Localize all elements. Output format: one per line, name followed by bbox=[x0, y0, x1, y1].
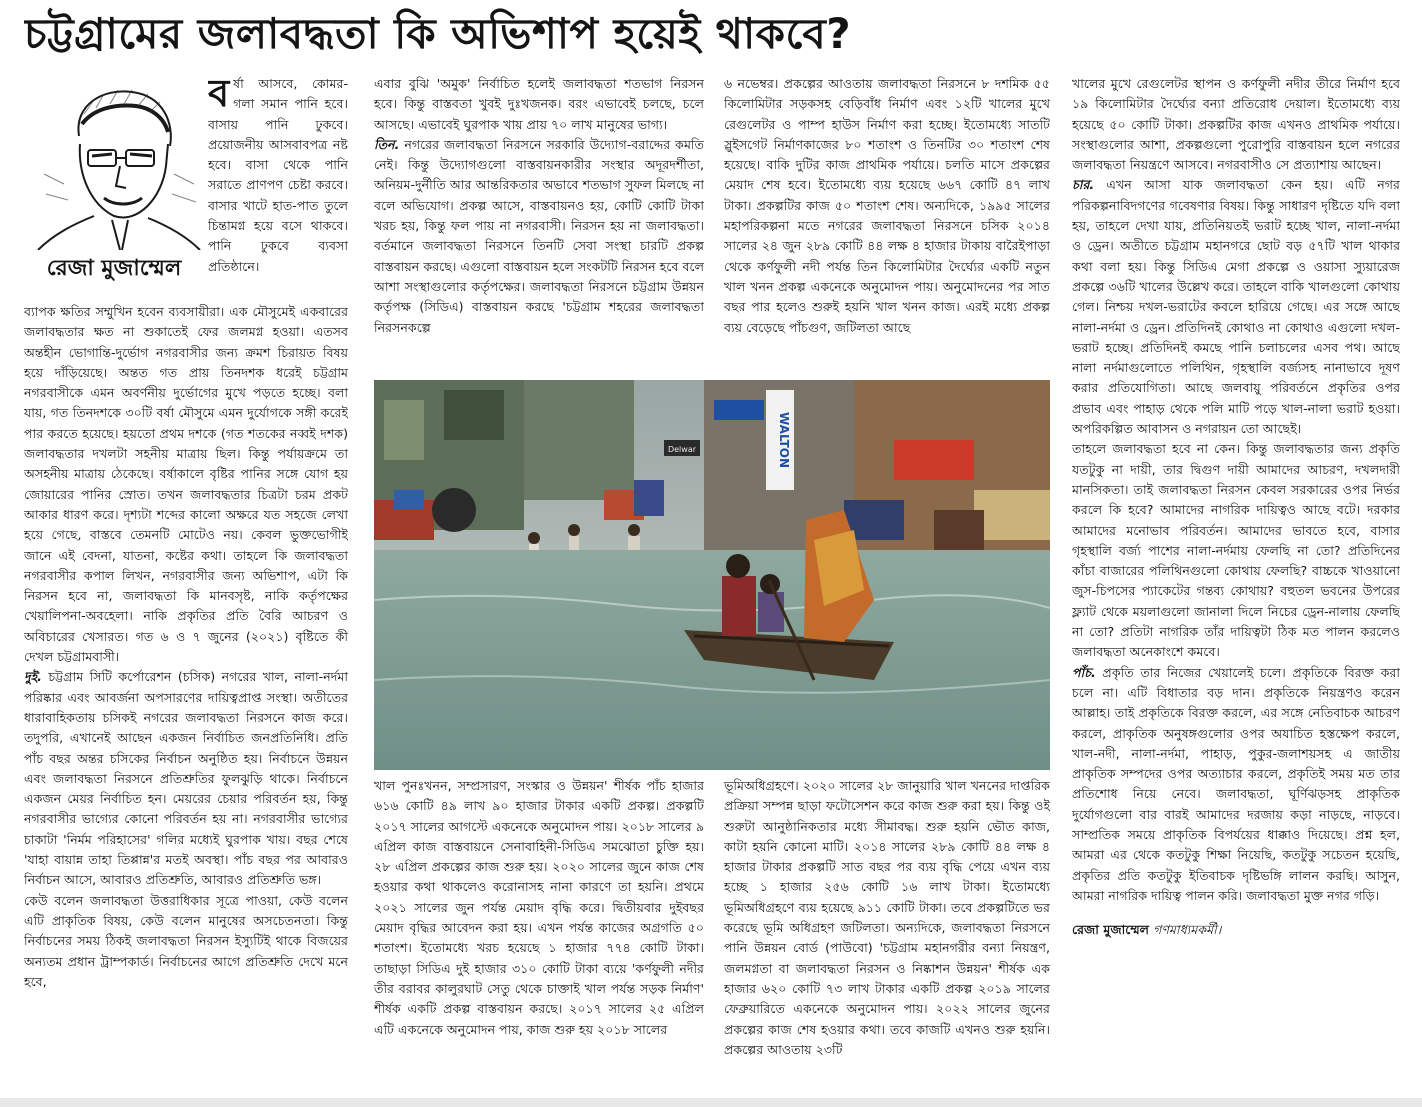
section-label: তিন. bbox=[374, 136, 400, 152]
section-label: দুই. bbox=[24, 669, 42, 685]
column-3-top bbox=[724, 74, 1050, 376]
flood-photo bbox=[374, 380, 1050, 770]
headline: চট্টগ্রামের জলাবদ্ধতা কি অভিশাপ হয়েই থাকবে? bbox=[24, 9, 852, 58]
paragraph: প্রকৃতি তার নিজের খেয়ালেই চলে। প্রকৃতিকে বিরক্ত করা চলে না। এটি বিধাতার বড় দান। প্রকৃতিকে নিয়ন্ত্রণও করেন আল্লাহ। তাই প্রকৃতিকে বিরক্ত করলে, এর সঙ্গে নেতিবাচক আচরণ করলে, প্রাকৃতিক অনুষঙ্গগুলোর ওপর অযাচিত হস্তক্ষেপ করলে, খাল-নদী, নালা-নর্দমা, পাহাড়, পুকুর-জলাশয়সহ এ জাতীয় প্রাকৃতিক সম্পদের ওপর অত্যাচার করলে, প্রকৃতিই সময় মত তার প্রতিশোধ নিয়ে নেবে। জলাবদ্ধতা, ঘূর্ণিঝড়সহ প্রাকৃতিক দুর্যোগগুলো বার বারই আমাদের দরজায় কড়া নাড়ছে, নাড়বে। সাম্প্রতিক সময়ে প্রাকৃতিক বিপর্যয়ের ধাক্কাও দিয়েছে। প্রশ্ন হল, আমরা এর থেকে কতটুকু শিক্ষা নিয়েছি, কতটুকু সচেতন হয়েছি, প্রকৃতির প্রতি কতটুকু ইতিবাচক দৃষ্টিভঙ্গি লালন করছি। আসুন, আমরা নাগরিক দায়িত্ব পালন করি। জলাবদ্ধতা মুক্ত নগর গড়ি। bbox=[1072, 664, 1400, 903]
paragraph: ভূমিঅধিগ্রহণে। ২০২০ সালের ২৮ জানুয়ারি খাল খননের দাপ্তরিক প্রক্রিয়া সম্পন্ন ছাড়া ফটোসেশন করে কাজ শুরু করা হয়। কিন্তু ওই শুরুটা আনুষ্ঠানিকতার মধ্যে সীমাবদ্ধ। শুরু হয়নি ভৌত কাজ, কাটা হয়নি কোনো মাটি। ২০১৪ সালের ২৮৯ কোটি ৪৪ লক্ষ ৪ হাজার টাকার প্রকল্পটি সাত বছর পর ব্যয় বৃদ্ধি পেয়ে এখন ব্যয় হচ্ছে ১ হাজার ২৫৬ কোটি ১৬ লাখ টাকা। ইতোমধ্যে ভূমিঅধিগ্রহণে ব্যয় হয়েছে ৯১১ কোটি টাকা। তবে প্রকল্পটিতে ভর করেছে ভূমি অধিগ্রহণ জটিলতা। অন্যদিকে, জলাবদ্ধতা নিরসনে পানি উন্নয়ন বোর্ড (পাউবো) 'চট্টগ্রাম মহানগরীর বন্যা নিয়ন্ত্রণ, জলমগ্নতা বা জলাবদ্ধতা নিরসন ও নিষ্কাশন উন্নয়ন' শীর্ষক এক হাজার ৬২০ কোটি ৭৩ লাখ টাকার একটি প্রকল্প ২০১৯ সালের ফেব্রুয়ারিতে একনেকে অনুমোদন পায়। ২০২২ সালের জুনের প্রকল্পের কাজ শেষ হওয়ার কথা। তবে কাজটি এখনও শুরু হয়নি। প্রকল্পের আওতায় ২৩টি bbox=[724, 778, 1050, 1057]
paragraph: তাহলে জলাবদ্ধতা হবে না কেন। কিন্তু জলাবদ্ধতার জন্য প্রকৃতি যতটুকু না দায়ী, তার দ্বিগুণ দায়ী আমাদের আচরণ, দখলদারী মানসিকতা। তাই জলাবদ্ধতা নিরসন কেবল সরকারের ওপর নির্ভর করলে কি হবে? আমাদের নাগরিক দায়িত্বও আছে বটে। দরকার আমাদের মনোভাব পরিবর্তন। আমাদের ভাবতে হবে, বাসার গৃহস্থালি বর্জ্য পাশের নালা-নর্দমায় ফেলছি না তো? প্রতিদিনের কাঁচা বাজারের পলিথিনগুলো কোথায় ফেলছি? বাচ্চকে খাওয়ানো জুস-চিপসের প্যাকেটের গন্তব্য কোথায়? বহুতল ভবনের উপরের ফ্ল্যাট থেকে ময়লাগুলো জানালা দিলে নিচের ড্রেন-নালায় ফেলছি না তো? প্রতিটা নাগরিক তাঁর দায়িত্বটা ঠিক মত পালন করলেও জলাবদ্ধতা অনেকাংশে কমবে। bbox=[1072, 441, 1400, 660]
column-2-bottom bbox=[374, 776, 704, 1094]
paragraph: ব্যাপক ক্ষতির সম্মুখিন হবেন ব্যবসায়ীরা। এক মৌসুমেই একবারের জলাবদ্ধতার ক্ষত না শুকাতেই ফের জলমগ্ন হওয়া। এতসব অন্তহীন ভোগান্তি-দুর্ভোগ নগরবাসীর জন্য ক্রমশ চিরায়ত বিষয় হয়ে দাঁড়িয়েছে। অন্তত গত প্রায় তিনদশক ধরেই চট্টগ্রাম নগরবাসীকে এমন অবর্ণনীয় দুর্ভোগের মুখে পড়তে হচ্ছে। বলা যায়, গত তিনদশকে ৩০টি বর্ষা মৌসুমে এমন দুর্যোগকে সঙ্গী করেই পার করতে হয়েছে। হয়তো প্রথম দশকে (গত শতকের নব্বই দশক) জলাবদ্ধতার দখলটা সহনীয় মাত্রায় ছিল। কিন্তু পর্যায়ক্রমে তা অসহনীয় মাত্রায় ঠেকেছে। বর্ষাকালে বৃষ্টির পানির সঙ্গে যোগ হয় জোয়ারের পানির স্রোত। তখন জলাবদ্ধতার চিত্রটা চরম প্রকট আকার ধারণ করে। দৃশ্যটা শব্দের কালো অক্ষরে যত সহজে লেখা হয়ে গেছে, বাস্তবে তেমনটি মোটেও নয়। কেবল ভুক্তভোগীই জানে এই বেদনা, যাতনা, কষ্টের কথা। তাহলে কি জলাবদ্ধতা নগরবাসীর কপাল লিখন, নগরবাসীর জন্য অভিশাপ, এটা কি নিরসন হবে না, জলাবদ্ধতা কি মানবসৃষ্ট, নাকি কর্তৃপক্ষের খেয়ালিপনা-অবহেলা। নাকি প্রকৃতির প্রতি বৈরি আচরণ ও অবিচারের খেসারত। গত ৬ ও ৭ জুনের (২০২১) বৃষ্টিতে কী দেখল চট্টগ্রামবাসী। bbox=[24, 304, 348, 665]
paragraph: এখন আসা যাক জলাবদ্ধতা কেন হয়। এটি নগর পরিকল্পনাবিদগণের গবেষণার বিষয়। কিন্তু সাধারণ দৃষ্টিতে যদি বলা হয়, তাহলে দেখা যায়, প্রতিনিয়তই ভরাট হচ্ছে খাল, নালা-নর্দমা ও ড্রেন। অতীতে চট্টগ্রাম মহানগরে ছোট বড় ৫৭টি খাল থাকার কথা বলা হয়। কিন্তু সিডিএ মেগা প্রকল্পে ও ওয়াসা স্যুয়ারেজ প্রকল্পে ৩৬টি খালের উল্লেখ করে। তাহলে বাকি খালগুলো কোথায় গেল। নিশ্চয় দখল-ভরাটের কবলে হারিয়ে গেছে। এর সঙ্গে আছে নালা-নর্দমা ও ড্রেন। প্রতিদিনই কোথাও না কোথাও এগুলো দখল-ভরাট হচ্ছে। প্রতিদিনই কমছে পানি চলাচলের এসব পথ। আছে নালা নর্দমাগুলোতে পলিথিন, গৃহস্থালি বর্জ্যসহ নানাভাবে দূষণ করার প্রতিযোগিতা। আছে জলবায়ু পরিবর্তনে প্রকৃতির ওপর প্রভাব এবং পাহাড় থেকে পলি মাটি পড়ে খাল-নালা ভরাট হওয়া। অপরিকল্পিত আবাসন ও নগরায়ন তো আছেই। bbox=[1072, 177, 1400, 437]
paragraph: ৬ নভেম্বর। প্রকল্পের আওতায় জলাবদ্ধতা নিরসনে ৮ দশমিক ৫৫ কিলোমিটার সড়কসহ বেড়িবাঁধ নির্মাণ এবং ১২টি খালের মুখে রেগুলেটর ও পাম্প হাউস নির্মাণ করা হচ্ছে। ইতোমধ্যে সাতটি স্লুইসগেট নির্মাণকাজের ৮০ শতাংশ ও তিনটির ৩০ শতাংশ শেষ হয়েছে। বাকি দুটির কাজ প্রাথমিক পর্যায়ে। চলতি মাসে প্রকল্পের মেয়াদ শেষ হবে। ইতোমধ্যে ব্যয় হয়েছে ৬৬৭ কোটি ৪৭ লাখ টাকা। প্রকল্পটির কাজ ৫০ শতাংশ শেষ। অন্যদিকে, ১৯৯৫ সালের মহাপরিকল্পনা মতে নগরের জলাবদ্ধতা নিরসনে চসিক ২০১৪ সালের ২৪ জুন ২৮৯ কোটি ৪৪ লক্ষ ৪ হাজার টাকায় বারৈইপাড়া থেকে কর্ণফুলী নদী পর্যন্ত তিন কিলোমিটার দৈর্ঘ্যের একটি নতুন খাল খনন প্রকল্প একনেকে অনুমোদন পায়। অনুমোদনের পর সাত বছর পার হলেও শুরুই হয়নি খাল খনন কাজ। এরই মধ্যে প্রকল্প ব্যয় বেড়েছে পাঁচগুণ, জটিলতা আছে bbox=[724, 76, 1050, 335]
author-name-box: রেজা মুজাম্মেল bbox=[46, 256, 182, 281]
paragraph: নগরের জলাবদ্ধতা নিরসনে সরকারি উদ্যোগ-বরাদ্দের কমতি নেই। কিন্তু উদ্যোগগুলো বাস্তবায়নকারীর সংস্থার অদূরদর্শীতা, অনিয়ম-দুর্নীতি আর আন্তরিকতার অভাবে শতভাগ সুফল মিলছে না বলে অভিযোগ। প্রকল্প আসে, বাস্তবায়নও হয়, কোটি কোটি টাকা খরচ হয়, কিন্তু ফল পায় না নগরবাসী। নিরসন হয় না জলাবদ্ধতা। বর্তমানে জলাবদ্ধতা নিরসনে তিনটি সেবা সংস্থা চারটি প্রকল্প বাস্তবায়ন করছে। এগুলো বাস্তবায়ন হলে সংকটটি নিরসন হবে বলে আশা সংস্থাগুলোর কর্তৃপক্ষের। জলাবদ্ধতা নিরসনে চট্টগ্রাম উন্নয়ন কর্তৃপক্ষ (সিডিএ) বাস্তবায়ন করছে 'চট্টগ্রাম শহরের জলাবদ্ধতা নিরসনকল্পে bbox=[374, 136, 704, 335]
column-1-top bbox=[208, 74, 348, 302]
section-label: চার. bbox=[1072, 177, 1095, 193]
column-4 bbox=[1072, 74, 1400, 1094]
drop-cap: ব bbox=[208, 74, 230, 115]
footer-rule bbox=[0, 1098, 1422, 1107]
paragraph: কেউ বলেন জলাবদ্ধতা উত্তরাধিকার সূত্রে পাওয়া, কেউ বলেন এটি প্রাকৃতিক বিষয়, কেউ বলেন মানুষের অসচেতনতা। কিন্তু নির্বাচনের সময় ঠিকই জলাবদ্ধতা নিরসন ইস্যুটিই থাকে বিজয়ের অন্যতম প্রধান ট্রাম্পকার্ড। নির্বাচনের আগে প্রতিশ্রুতি দেখে মনে হবে, bbox=[24, 892, 348, 989]
signature-role: গণমাধ্যমকর্মী। bbox=[1149, 922, 1222, 938]
paragraph: খালের মুখে রেগুলেটর স্থাপন ও কর্ণফুলী নদীর তীরে নির্মাণ হবে ১৯ কিলোমিটার দৈর্ঘ্যের বন্যা প্রতিরোধ দেয়াল। ইতোমধ্যে ব্যয় হয়েছে ৫০ কোটি টাকা। প্রকল্পটির কাজ এখনও প্রাথমিক পর্যায়ে। সংস্থাগুলোর আশা, প্রকল্পগুলো পুরোপুরি বাস্তবায়ন হলে নগরের জলাবদ্ধতা নিয়ন্ত্রণে আসবে। নগরবাসীও সে প্রত্যাশায় আছেন। bbox=[1072, 76, 1400, 173]
author-portrait bbox=[24, 74, 204, 250]
column-3-bottom bbox=[724, 776, 1050, 1094]
column-1 bbox=[24, 302, 348, 1094]
paragraph: এবার বুঝি 'অমুক' নির্বাচিত হলেই জলাবদ্ধতা শতভাগ নিরসন হবে। কিন্তু বাস্তবতা খুবই দুঃখজনক। বরং এভাবেই চলছে, চলে আসছে। এভাবেই ঘুরপাক খায় প্রায় ৭০ লাখ মানুষের ভাগ্য। bbox=[374, 76, 704, 132]
photo-sign-walton: WALTON bbox=[777, 411, 791, 469]
lead-paragraph: র্ষা আসবে, কোমর-গলা সমান পানি হবে। বাসায় পানি ঢুকবে। প্রয়োজনীয় আসবাবপত্র নষ্ট হবে। বাসা থেকে পানি সরাতে প্রাণপণ চেষ্টা করবে। বাসার খাটে হাত-পাত তুলে চিন্তামগ্ন হয়ে বসে থাকবে। পানি ঢুকবে ব্যবসা প্রতিষ্ঠানে। bbox=[208, 76, 348, 274]
section-label: পাঁচ. bbox=[1072, 664, 1096, 680]
paragraph: চট্টগ্রাম সিটি কর্পোরেশন (চসিক) নগরের খাল, নালা-নর্দমা পরিষ্কার এবং আবর্জনা অপসারণের দায়িত্বপ্রাপ্ত সংস্থা। অতীতের ধারাবাহিকতায় চসিকই নগরের জলাবদ্ধতা নিরসনে কাজ করে। তদুপরি, এখানেই আছেন একজন নির্বাচিত জনপ্রতিনিধি। প্রতি পাঁচ বছর অন্তর চসিকের নির্বাচন অনুষ্ঠিত হয়। নির্বাচনে উন্নয়ন এবং জলাবদ্ধতা নিরসনে প্রতিশ্রুতির ফুলঝুড়ি থাকে। নির্বাচনে একজন মেয়র নির্বাচিত হন। মেয়রের চেয়ার পরিবর্তন হয়, কিন্তু নগরবাসীর ভাগ্যের কোনো পরিবর্তন হয় না। নগরবাসীর ভাগ্যের চাকাটা 'নির্মম পরিহাসের' গলির মধ্যেই ঘুরপাক খায়। বছর শেষে 'যাহা বায়ান্ন তাহা তিপ্পান্ন'র মতই অবস্থা। পাঁচ বছর পর আবারও নির্বাচন আসে, আবারও প্রতিশ্রুতি, আবারও প্রতিশ্রুতি ভঙ্গ। bbox=[24, 669, 348, 888]
paragraph: খাল পুনঃখনন, সম্প্রসারণ, সংস্কার ও উন্নয়ন' শীর্ষক পাঁচ হাজার ৬১৬ কোটি ৪৯ লাখ ৯০ হাজার টাকার একটি প্রকল্প। প্রকল্পটি ২০১৭ সালের আগস্টে একনেকে অনুমোদন পায়। ২০১৮ সালের ৯ এপ্রিল কাজ বাস্তবায়নে সেনাবাহিনী-সিডিএ সমঝোতা চুক্তি হয়। ২৮ এপ্রিল প্রকল্পের কাজ শুরু হয়। ২০২০ সালের জুনে কাজ শেষ হওয়ার কথা থাকলেও করোনাসহ নানা কারণে তা হয়নি। প্রথমে ২০২১ সালের জুন পর্যন্ত মেয়াদ বৃদ্ধি করে। দ্বিতীয়বার দুইবছর মেয়াদ বৃদ্ধির আবেদন করা হয়। এখন পর্যন্ত কাজের অগ্রগতি ৫০ শতাংশ। ইতোমধ্যে খরচ হয়েছে ১ হাজার ৭৭৪ কোটি টাকা। তাছাড়া সিডিএ দুই হাজার ৩১০ কোটি টাকা ব্যয়ে 'কর্ণফুলী নদীর তীর বরাবর কালুরঘাট সেতু থেকে চাক্তাই খাল পর্যন্ত সড়ক নির্মাণ' শীর্ষক একটি প্রকল্প বাস্তবায়ন করছে। ২০১৭ সালের ২৫ এপ্রিল এটি একনেকে অনুমোদন পায়, কাজ শুরু হয় ২০১৮ সালের bbox=[374, 778, 704, 1037]
photo-sign-delwar: Delwar bbox=[667, 445, 697, 454]
signature-name: রেজা মুজাম্মেল bbox=[1072, 922, 1150, 938]
column-2-top bbox=[374, 74, 704, 376]
